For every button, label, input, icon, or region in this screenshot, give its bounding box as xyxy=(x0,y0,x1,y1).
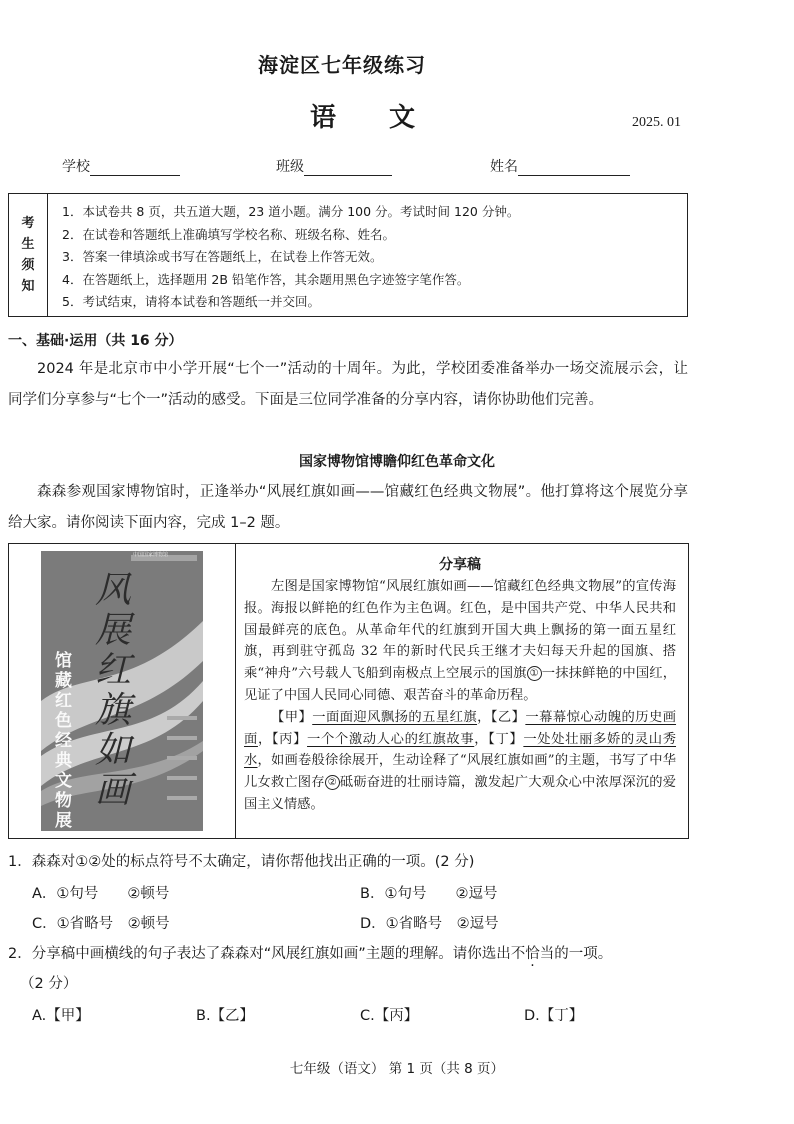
exam-notice-box xyxy=(8,193,688,317)
subject-title: 语 文 xyxy=(310,103,438,133)
q2-option-d[interactable]: D.【丁】 xyxy=(524,1008,584,1024)
q2-option-a[interactable]: A.【甲】 xyxy=(32,1008,90,1024)
emphasized-not-appropriate: 不恰当 xyxy=(510,946,555,962)
q1-option-d[interactable]: D．①省略号 ②逗号 xyxy=(360,916,499,932)
name-label: 姓名 xyxy=(490,159,518,175)
underlined-ding: 一处处壮丽多娇的灵山秀水 xyxy=(244,731,677,769)
exam-date: 2025. 01 xyxy=(632,115,681,130)
exam-title: 海淀区七年级练习 xyxy=(258,53,426,77)
blank-mark-1: ① xyxy=(527,666,542,681)
underlined-yi: 一幕幕惊心动魄的历史画面 xyxy=(244,709,677,747)
question-1-stem: 1．森森对①②处的标点符号不太确定，请你帮他找出正确的一项。(2 分) xyxy=(8,854,475,870)
share-draft-title: 分享稿 xyxy=(439,557,481,573)
q2-option-b[interactable]: B.【乙】 xyxy=(196,1008,255,1024)
q1-option-c[interactable]: C．①省略号 ②顿号 xyxy=(32,916,170,932)
tag-yi: ，【乙】 xyxy=(477,709,526,725)
underlined-bing: 一个个激动人心的红旗故事 xyxy=(307,731,475,747)
tag-ding: ，【丁】 xyxy=(474,731,524,747)
school-label: 学校 xyxy=(62,159,90,175)
share-draft xyxy=(236,544,688,838)
question-2-stem: 2．分享稿中画横线的句子表达了森森对“风展红旗如画”主题的理解。请你选出不恰当的一项。 xyxy=(8,946,613,962)
blank-mark-2: ② xyxy=(325,775,340,790)
share-paragraph-1: 左图是国家博物馆“风展红旗如画——馆藏红色经典文物展”的宣传海报。海报以鲜艳的红色作为主色调。红色，是中国共产党、中华人民共和国最鲜亮的底色。从革命年代的红旗到开国大典上飘扬的第一面五星红旗，再到驻守孤岛 32 年的新时代民兵王继才夫妇每天升起的国旗、搭乘“神舟”六号载人飞船到南极点上空展示的国旗 ① 一抹抹鲜艳的中国红，见证了中国人民同心同德、艰苦奋斗的革命历程。 xyxy=(244,579,676,703)
notice-item: 5．考试结束，请将本试卷和答题纸一并交回。 xyxy=(62,294,320,309)
notice-list xyxy=(48,194,519,316)
section-heading: 一、基础·运用（共 16 分） xyxy=(8,333,183,349)
name-field[interactable] xyxy=(490,156,630,176)
exhibition-poster-image xyxy=(41,551,203,831)
share-paragraph-2: 【甲】一面面迎风飘扬的五星红旗，【乙】一幕幕惊心动魄的历史画面，【丙】一个个激动人心的红旗故事，【丁】一处处壮丽多娇的灵山秀水，如画卷般徐徐展开，生动诠释了“风展红旗如画”的主题，书写了中华儿女救亡图存 ② 砥砺奋进的壮丽诗篇，激发起广大观众心中浓厚深沉的爱国主义情感。 xyxy=(244,709,677,812)
school-field[interactable] xyxy=(62,156,180,176)
class-label: 班级 xyxy=(276,159,304,175)
underlined-jia: 一面面迎风飘扬的五星红旗 xyxy=(312,709,478,725)
subsection-intro: 森森参观国家博物馆时，正逢举办“风展红旗如画——馆藏红色经典文物展”。他打算将这个展览分享给大家。请你阅读下面内容，完成 1–2 题。 xyxy=(8,484,688,531)
poster-cell xyxy=(9,544,236,838)
question-2-score: （2 分） xyxy=(20,976,78,992)
q1-option-b[interactable]: B．①句号 ②逗号 xyxy=(360,886,498,902)
poster-top-text: 中国国家博物馆 xyxy=(133,552,169,558)
q2-option-c[interactable]: C.【丙】 xyxy=(360,1008,419,1024)
page-footer: 七年级（语文） 第 1 页（共 8 页） xyxy=(289,1061,505,1077)
tag-bing: ，【丙】 xyxy=(257,731,308,747)
q1-option-a[interactable]: A．①句号 ②顿号 xyxy=(32,886,170,902)
section-intro: 2024 年是北京市中小学开展“七个一”活动的十周年。为此，学校团委准备举办一场交流展示会，让同学们分享参与“七个一”活动的感受。下面是三位同学准备的分享内容，请你协助他们完善。 xyxy=(8,361,688,408)
class-field[interactable] xyxy=(276,156,392,176)
poster-calligraphy: 风展红旗如画 xyxy=(95,570,132,811)
notice-item: 4．在答题纸上，选择题用 2B 铅笔作答，其余题用黑色字迹签字笔作答。 xyxy=(62,271,470,287)
notice-item: 2．在试卷和答题纸上准确填写学校名称、班级名称、姓名。 xyxy=(62,226,395,242)
share-draft-body xyxy=(244,576,676,816)
notice-item: 1．本试卷共 8 页，共五道大题，23 道小题。满分 100 分。考试时间 120 分钟。 xyxy=(62,204,520,219)
subsection-title: 国家博物馆博瞻仰红色革命文化 xyxy=(299,454,495,470)
tag-jia: 【甲】 xyxy=(271,709,313,725)
notice-item: 3．答案一律填涂或书写在答题纸上，在试卷上作答无效。 xyxy=(62,249,383,264)
material-box xyxy=(8,543,689,839)
notice-label: 考 生 须 知 xyxy=(9,194,48,316)
poster-vertical-title: 馆藏红色经典文物展 xyxy=(55,651,72,831)
